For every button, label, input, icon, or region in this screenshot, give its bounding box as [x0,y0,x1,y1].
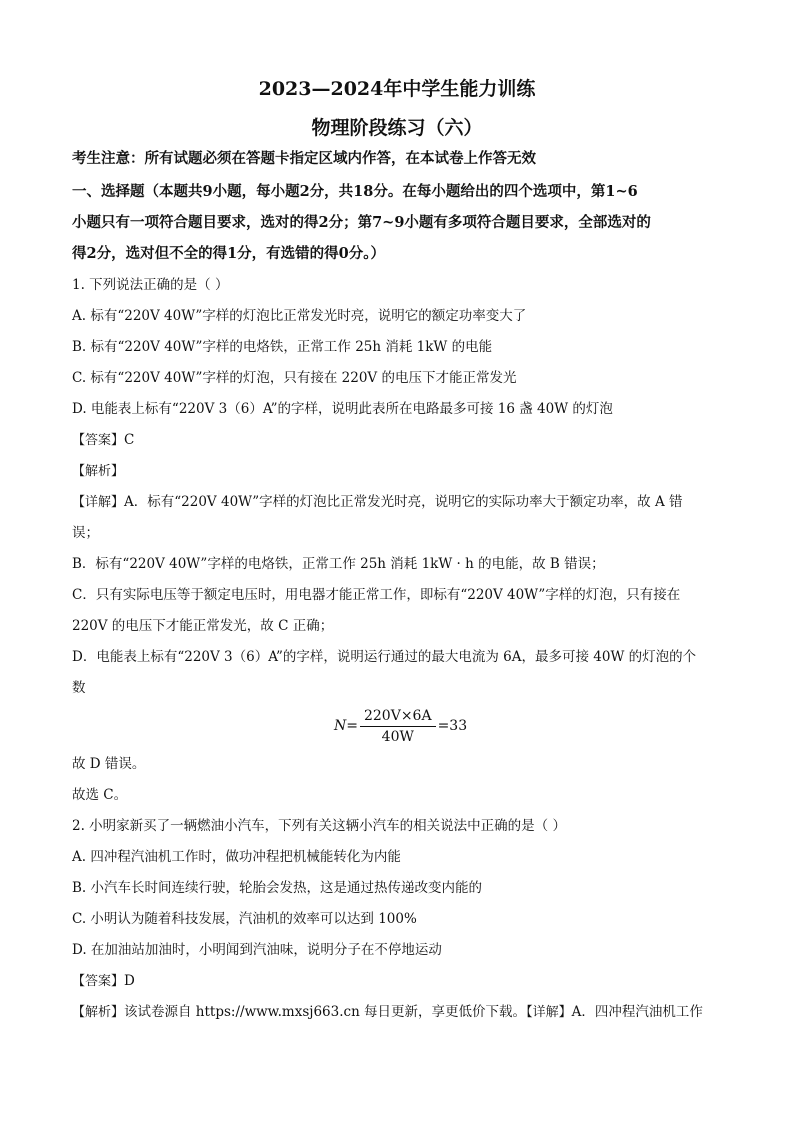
question-1-detail-line-2: 误； [72,525,99,541]
question-1-detail-line-1 [72,492,722,513]
exam-notice: 考生注意：所有试题必须在答题卡指定区域内作答，在本试卷上作答无效 [72,150,536,167]
formula-denominator: 40W [381,728,414,745]
formula-numerator: 220V×6A [360,708,436,727]
document-title: 2023—2024年中学生能力训练 [258,78,536,100]
analysis-tag: 【解析】 [72,1005,125,1020]
question-1-answer [72,430,722,451]
formula-result: =33 [437,718,468,734]
answer-value: C [124,432,135,448]
answer-value: D [124,973,135,989]
question-1-option-a: A. 标有“220V 40W”字样的灯泡比正常发光时亮，说明它的额定功率变大了 [72,308,527,324]
question-2-answer [72,971,722,992]
detail-text: A．标有“220V 40W”字样的灯泡比正常发光时亮，说明它的实际功率大于额定功率，故 A 错 [124,494,683,510]
question-1-conclusion: 故 D 错误。 [72,756,146,772]
question-2-option-a: A. 四冲程汽油机工作时，做功冲程把机械能转化为内能 [72,849,401,865]
lamp-count-formula [334,706,467,746]
question-1-option-d: D. 电能表上标有“220V 3（6）A”的字样，说明此表所在电路最多可接 16 盏 40W 的灯泡 [72,401,613,417]
question-1-detail-line-5: 220V 的电压下才能正常发光，故 C 正确； [72,618,334,634]
analysis-text: 该试卷源自 https://www.mxsj663.cn 每日更新，享更低价下载。 [124,1004,527,1020]
section-heading-line-3: 得2分，选对但不全的得1分，有选错的得0分。） [72,245,386,262]
question-2-option-c: C. 小明认为随着科技发展，汽油机的效率可以达到 100% [72,911,417,927]
detail-text: A．四冲程汽油机工作 [571,1004,703,1020]
answer-tag: 【答案】 [72,974,125,989]
answer-tag: 【答案】 [72,433,125,448]
question-1-analysis-tag [72,461,722,482]
analysis-tag: 【解析】 [72,464,125,479]
formula-equals: = [346,718,358,734]
question-1-detail-line-7: 数 [72,680,86,696]
detail-tag: 【详解】 [526,1005,572,1020]
question-1-option-c: C. 标有“220V 40W”字样的灯泡，只有接在 220V 的电压下才能正常发光 [72,370,517,386]
question-2-stem: 2. 小明家新买了一辆燃油小汽车，下列有关这辆小汽车的相关说法中正确的是（ ） [72,818,566,834]
question-2-analysis [72,1002,722,1023]
question-2-option-b: B. 小汽车长时间连续行驶，轮胎会发热，这是通过热传递改变内能的 [72,880,483,896]
formula-variable: N [334,718,347,734]
question-2-option-d: D. 在加油站加油时，小明闻到汽油味，说明分子在不停地运动 [72,942,442,958]
question-1-detail-line-3: B．标有“220V 40W”字样的电烙铁，正常工作 25h 消耗 1kW · h 的电能，故 B 错误； [72,556,605,572]
section-heading-line-2: 小题只有一项符合题目要求，选对的得2分；第7~9小题有多项符合题目要求，全部选对的 [72,214,651,231]
question-1-option-b: B. 标有“220V 40W”字样的电烙铁，正常工作 25h 消耗 1kW 的电能 [72,339,493,355]
formula-fraction [360,708,436,745]
question-1-detail-line-4: C．只有实际电压等于额定电压时，用电器才能正常工作，即标有“220V 40W”字样的灯泡，只有接在 [72,587,681,603]
section-heading-line-1: 一、选择题（本题共9小题，每小题2分，共18分。在每小题给出的四个选项中，第1~6 [72,183,638,200]
question-1-final-answer: 故选 C。 [72,787,128,803]
question-1-detail-line-6: D．电能表上标有“220V 3（6）A”的字样，说明运行通过的最大电流为 6A，最多可接 40W 的灯泡的个 [72,649,697,665]
document-subtitle: 物理阶段练习（六） [311,117,483,139]
detail-tag: 【详解】 [72,495,125,510]
question-1-stem: 1. 下列说法正确的是（ ） [72,277,229,293]
